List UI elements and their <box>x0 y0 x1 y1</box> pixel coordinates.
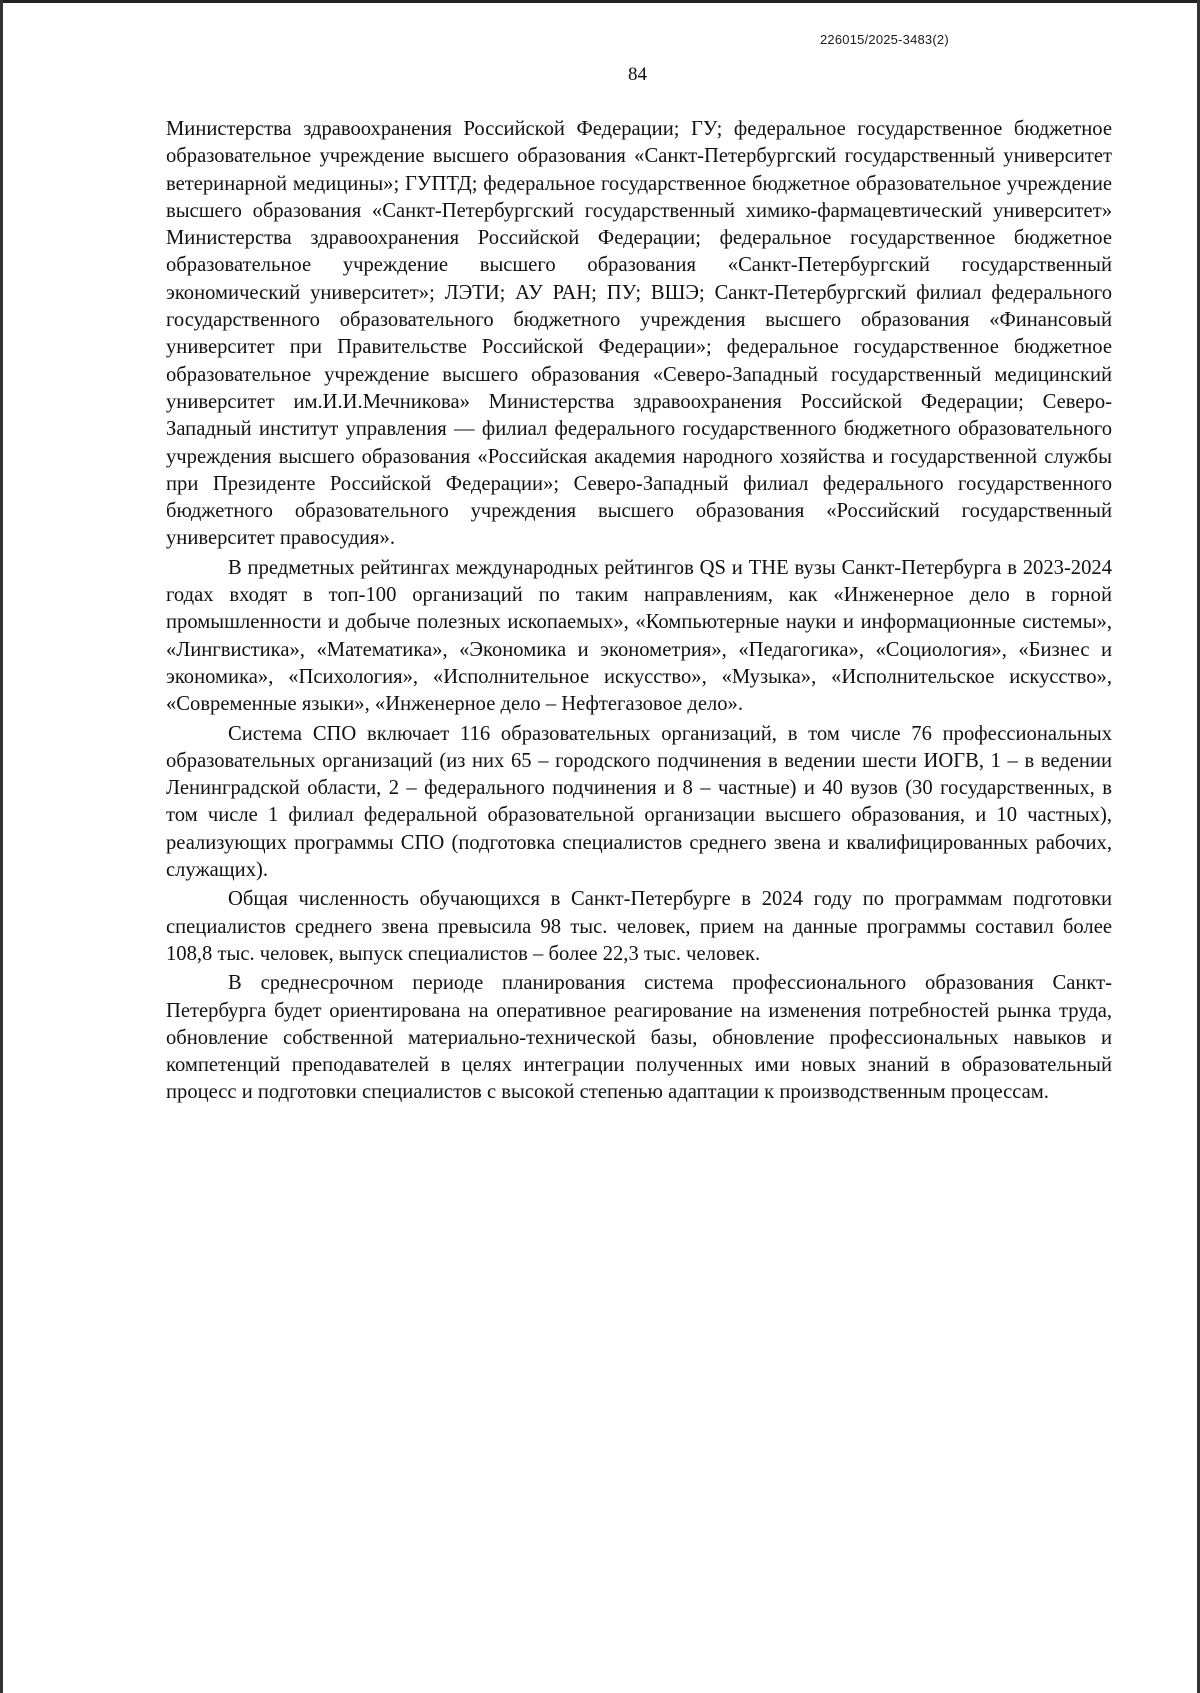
paragraph-rankings: В предметных рейтингах международных рейтингов QS и THE вузы Санкт-Петербурга в 2023-2024 годах входят в топ-100 организаций по таким направлениям, как «Инженерное дело в горной промышленности и добыче полезных ископаемых», «Компьютерные науки и информационные системы», «Лингвистика», «Математика», «Экономика и эконометрия», «Педагогика», «Социология», «Бизнес и экономика», «Психология», «Исполнительное искусство», «Музыка», «Исполнительское искусство», «Современные языки», «Инженерное дело – Нефтегазовое дело». <box>166 556 1112 716</box>
scan-edge-left <box>0 0 3 1693</box>
paragraph-student-numbers: Общая численность обучающихся в Санкт-Петербурге в 2024 году по программам подготовки специалистов среднего звена превысила 98 тыс. человек, прием на данные программы составил более 108,8 тыс. человек, выпуск специалистов – более 22,3 тыс. человек. <box>166 888 1112 965</box>
paragraph-spo-system: Система СПО включает 116 образовательных организаций, в том числе 76 профессиональных образовательных организаций (из них 65 – городского подчинения в ведении шести ИОГВ, 1 – в ведении Ленинградской области, 2 – федерального подчинения и 8 – частные) и 40 вузов (30 государственных, в том числе 1 филиал федеральной образовательной организации высшего образования, и 10 частных), реализующих программы СПО (подготовка специалистов среднего звена и квалифицированных рабочих, служащих). <box>166 722 1112 882</box>
document-body <box>166 116 1112 1107</box>
paragraph-medium-term-plan: В среднесрочном периоде планирования система профессионального образования Санкт-Петербурга будет ориентирована на оперативное реагирование на изменения потребностей рынка труда, обновление собственной материально-технической базы, обновление профессиональных навыков и компетенций преподавателей в целях интеграции полученных ими новых знаний в образовательный процесс и подготовки специалистов с высокой степенью адаптации к производственным процессам. <box>166 972 1112 1104</box>
page-number: 84 <box>628 64 647 85</box>
paragraph-institutions-list: Министерства здравоохранения Российской Федерации; ГУ; федеральное государственное бюджетное образовательное учреждение высшего образования «Санкт-Петербургский государственный университет ветеринарной медицины»; ГУПТД; федеральное государственное бюджетное образовательное учреждение высшего образования «Санкт-Петербургский государственный химико-фармацевтический университет» Министерства здравоохранения Российской Федерации; федеральное государственное бюджетное образовательное учреждение высшего образования «Санкт-Петербургский государственный экономический университет»; ЛЭТИ; АУ РАН; ПУ; ВШЭ; Санкт-Петербургский филиал федерального государственного образовательного бюджетного учреждения высшего образования «Финансовый университет при Правительстве Российской Федерации»; федеральное государственное бюджетное образовательное учреждение высшего образования «Северо-Западный государственный медицинский университет им.И.И.Мечникова» Министерства здравоохранения Российской Федерации; Северо-Западный институт управления — филиал федерального государственного бюджетного образовательного учреждения высшего образования «Российская академия народного хозяйства и государственной службы при Президенте Российской Федерации»; Северо-Западный филиал федерального государственного бюджетного образовательного учреждения высшего образования «Российский государственный университет правосудия». <box>166 118 1112 550</box>
document-registration-number: 226015/2025-3483(2) <box>820 32 949 47</box>
scan-edge-top <box>0 0 1200 3</box>
